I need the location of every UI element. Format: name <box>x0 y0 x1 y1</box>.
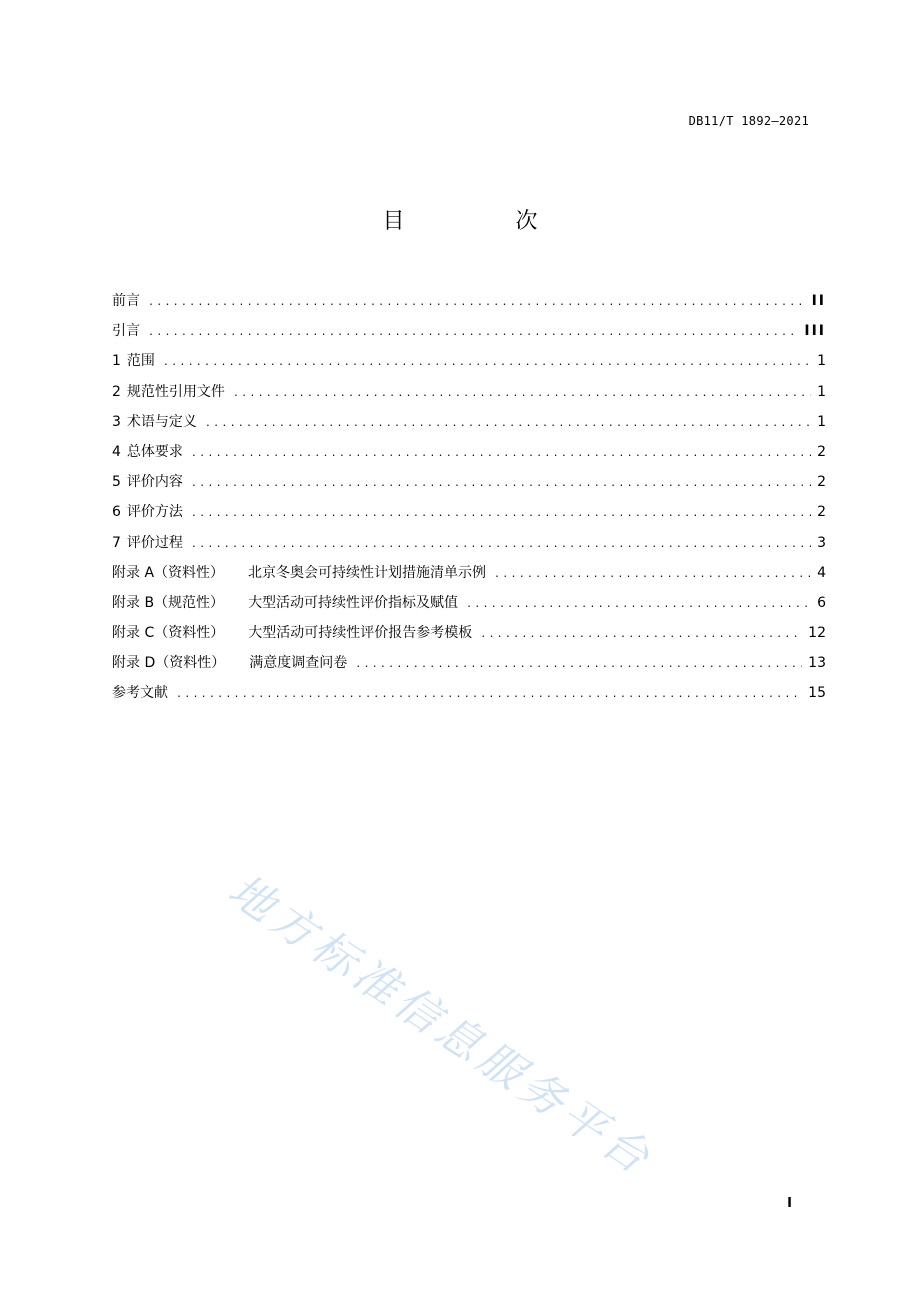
toc-entry-label <box>112 588 458 618</box>
toc-entry-text: 参考文献 <box>112 685 168 702</box>
toc-entry[interactable] <box>112 558 826 588</box>
toc-entry-page: III <box>804 323 826 340</box>
toc-entry-page: II <box>811 293 826 309</box>
toc-entry[interactable] <box>112 407 826 437</box>
toc-entry-appendix-tag: 附录 D（资料性） <box>112 655 226 672</box>
watermark: 地方标准信息服务平台 <box>219 864 663 1187</box>
toc-entry-label <box>112 316 140 346</box>
toc-entry[interactable] <box>112 377 826 407</box>
toc-entry-page: 1 <box>817 413 826 430</box>
toc-entry[interactable] <box>112 528 826 558</box>
toc-entry-page: 3 <box>817 534 826 551</box>
toc-entry-text: 大型活动可持续性评价指标及赋值 <box>248 594 459 611</box>
toc-leader-dots <box>355 650 802 680</box>
toc-entry-label <box>112 528 183 558</box>
toc-entry[interactable] <box>112 346 826 376</box>
toc-entry-text: 总体要求 <box>126 443 183 460</box>
toc-entry[interactable] <box>112 497 826 527</box>
toc-entry-text: 规范性引用文件 <box>126 383 225 400</box>
toc-entry-number: 4 <box>112 443 121 460</box>
toc-title: 目 次 <box>382 209 590 234</box>
toc-entry[interactable] <box>112 286 826 316</box>
toc-entry-label <box>112 377 225 407</box>
toc-entry[interactable] <box>112 467 826 497</box>
toc-entry-label <box>112 558 486 588</box>
toc-entry[interactable] <box>112 648 826 678</box>
toc-entry-label <box>112 407 197 437</box>
toc-entry-label <box>112 437 183 467</box>
toc-entry-label <box>112 286 140 316</box>
toc-entry[interactable] <box>112 588 826 618</box>
toc-entry-text: 前言 <box>112 293 140 309</box>
toc-entry-appendix-tag: 附录 C（资料性） <box>112 625 225 642</box>
toc-entry-text: 满意度调查问卷 <box>249 655 348 672</box>
toc-entry-page: 4 <box>817 564 826 581</box>
toc-entry-page: 13 <box>808 655 826 672</box>
toc-entry-page: 6 <box>817 594 826 611</box>
toc-entry-number: 5 <box>112 474 121 491</box>
toc-entry-label <box>112 648 347 678</box>
toc-entry-text: 大型活动可持续性评价报告参考模板 <box>248 625 473 642</box>
toc-entry[interactable] <box>112 437 826 467</box>
toc-entry-appendix-tag: 附录 A（资料性） <box>112 564 225 581</box>
toc-entry[interactable] <box>112 618 826 648</box>
toc-entry-page: 1 <box>817 353 826 370</box>
page-number: I <box>787 1196 792 1211</box>
toc-leader-dots <box>494 560 811 590</box>
toc-entry-page: 15 <box>808 685 826 702</box>
toc-leader-dots <box>466 590 811 620</box>
toc-leader-dots <box>480 620 802 650</box>
document-code: DB11/T 1892—2021 <box>688 114 809 128</box>
toc-entry-text: 评价内容 <box>126 474 183 491</box>
toc-leader-dots <box>191 499 811 529</box>
toc-entry-label <box>112 678 168 708</box>
toc-leader-dots <box>205 409 811 439</box>
toc-leader-dots <box>191 530 811 560</box>
toc-entry-number: 2 <box>112 383 121 400</box>
toc-leader-dots <box>233 379 811 409</box>
toc-leader-dots <box>148 288 806 318</box>
toc-entry-text: 引言 <box>112 323 140 340</box>
toc-entry-page: 12 <box>808 625 826 642</box>
toc-entry-page: 1 <box>817 383 826 400</box>
table-of-contents <box>112 286 826 709</box>
toc-entry-text: 评价方法 <box>126 504 183 521</box>
toc-leader-dots <box>191 439 811 469</box>
toc-entry-page: 2 <box>817 504 826 521</box>
toc-entry-number: 1 <box>112 353 121 370</box>
toc-entry-label <box>112 497 183 527</box>
toc-entry-text: 北京冬奥会可持续性计划措施清单示例 <box>248 564 487 581</box>
toc-entry[interactable] <box>112 316 826 346</box>
toc-leader-dots <box>148 318 798 348</box>
toc-entry-label <box>112 346 155 376</box>
toc-leader-dots <box>191 469 811 499</box>
toc-entry-page: 2 <box>817 443 826 460</box>
toc-entry[interactable] <box>112 678 826 708</box>
toc-entry-page: 2 <box>817 474 826 491</box>
toc-entry-text: 评价过程 <box>126 534 183 551</box>
toc-entry-number: 7 <box>112 534 121 551</box>
toc-entry-text: 范围 <box>126 353 155 370</box>
toc-entry-number: 3 <box>112 413 121 430</box>
toc-entry-number: 6 <box>112 504 121 521</box>
toc-entry-appendix-tag: 附录 B（规范性） <box>112 594 225 611</box>
toc-entry-text: 术语与定义 <box>126 413 197 430</box>
toc-leader-dots <box>176 680 802 710</box>
toc-entry-label <box>112 618 472 648</box>
toc-entry-label <box>112 467 183 497</box>
toc-leader-dots <box>163 348 811 378</box>
